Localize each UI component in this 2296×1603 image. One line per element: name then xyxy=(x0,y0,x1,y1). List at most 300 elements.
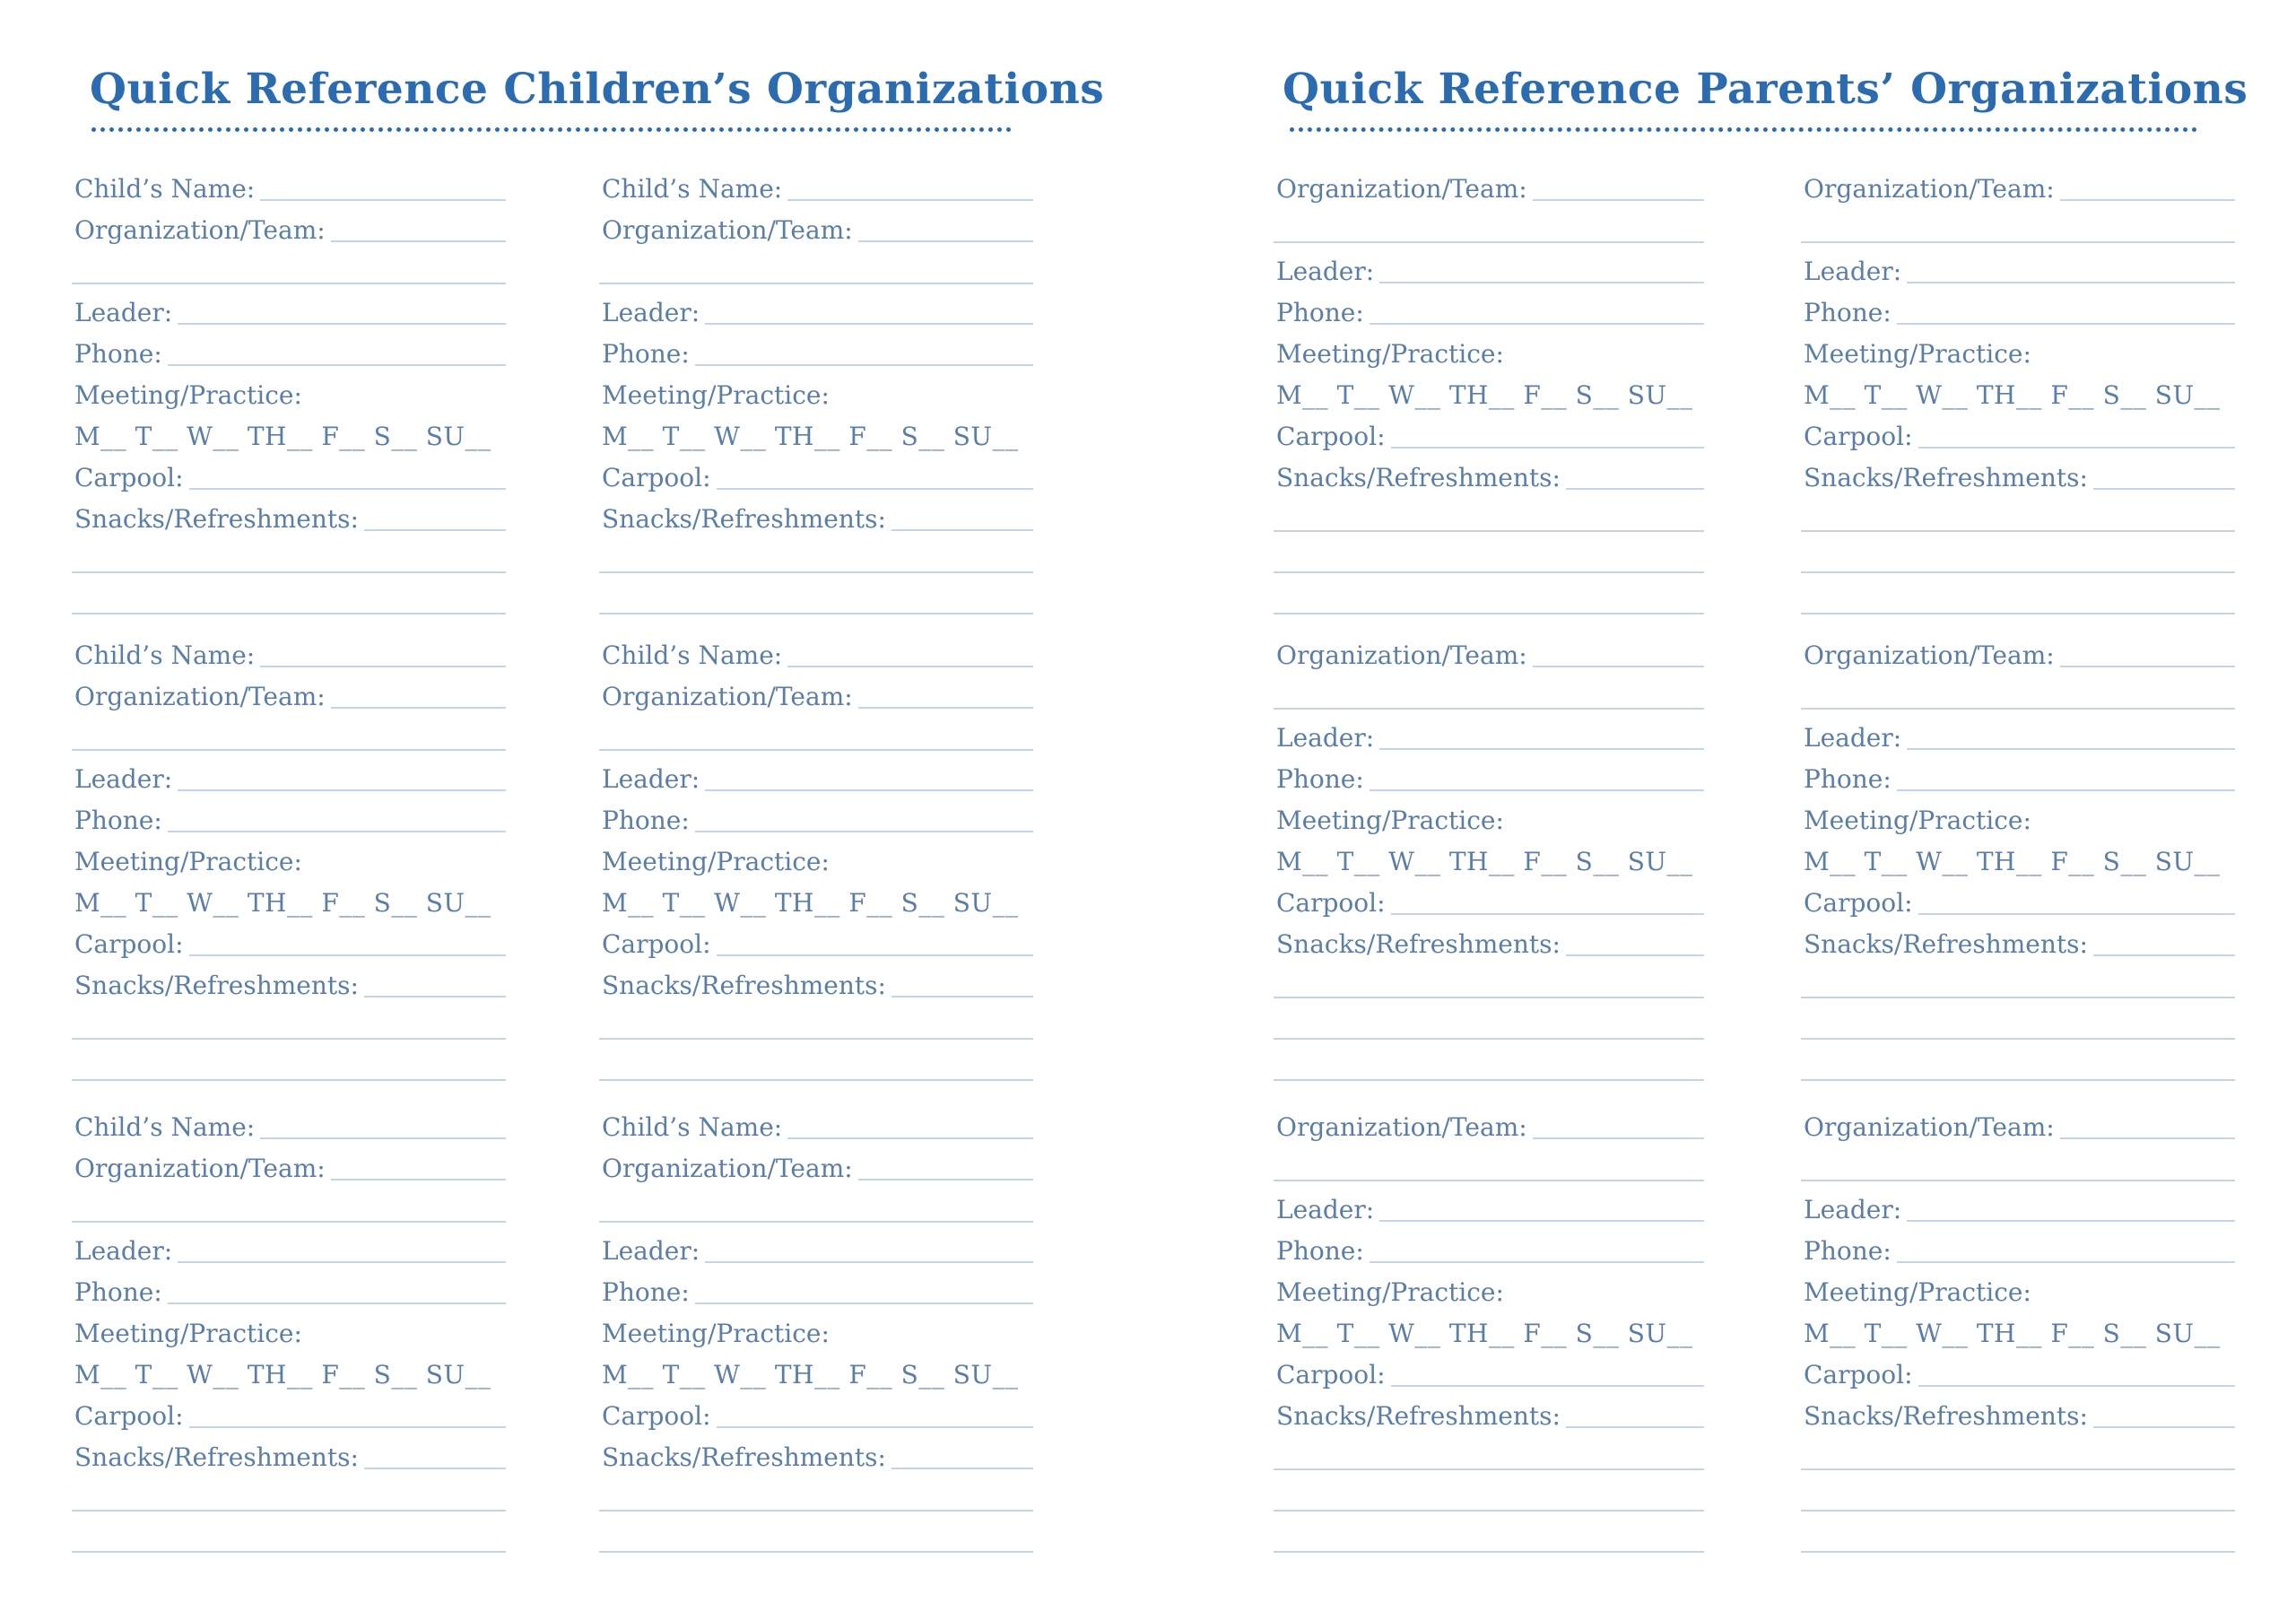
organization-team-label: Organization/Team: xyxy=(1276,1112,1527,1142)
snacks-refreshments-label: Snacks/Refreshments: xyxy=(602,971,886,1000)
childs-name-label: Child’s Name: xyxy=(602,174,783,204)
write-line[interactable] xyxy=(364,996,506,998)
write-line[interactable] xyxy=(891,1468,1033,1469)
write-line[interactable] xyxy=(1801,1468,2235,1470)
write-line[interactable] xyxy=(599,1038,1033,1040)
write-line[interactable] xyxy=(787,1137,1033,1139)
organization-team-field[interactable] xyxy=(599,208,1033,249)
write-line[interactable] xyxy=(1907,282,2235,283)
write-line[interactable] xyxy=(858,707,1033,709)
write-line[interactable] xyxy=(599,1221,1033,1223)
phone-field[interactable] xyxy=(72,1270,506,1311)
leader-label: Leader: xyxy=(1276,257,1375,286)
write-line[interactable] xyxy=(168,364,506,366)
write-line[interactable] xyxy=(72,613,506,614)
meeting-practice-heading xyxy=(72,840,506,881)
write-line[interactable] xyxy=(787,199,1033,201)
organization-team-field[interactable] xyxy=(1801,1105,2235,1146)
weekday-checklist[interactable] xyxy=(72,414,506,456)
leader-label: Leader: xyxy=(602,764,700,794)
write-line[interactable] xyxy=(1274,997,1704,998)
write-line[interactable] xyxy=(1566,488,1704,490)
blank-line[interactable] xyxy=(1801,1046,2235,1087)
write-line[interactable] xyxy=(599,1510,1033,1512)
write-line[interactable] xyxy=(1274,1038,1704,1040)
meeting-practice-heading xyxy=(599,840,1033,881)
weekday-labels: M__ T__ W__ TH__ F__ S__ SU__ xyxy=(1804,847,2221,876)
write-line[interactable] xyxy=(1907,748,2235,750)
write-line[interactable] xyxy=(364,529,506,531)
weekday-checklist[interactable] xyxy=(599,1353,1033,1394)
carpool-field[interactable] xyxy=(1801,1353,2235,1394)
write-line[interactable] xyxy=(1801,241,2235,243)
organization-team-field[interactable] xyxy=(72,675,506,716)
write-line[interactable] xyxy=(331,240,506,242)
write-line[interactable] xyxy=(2093,1426,2235,1428)
dotted-divider xyxy=(91,127,1012,132)
carpool-label: Carpool: xyxy=(1804,422,1913,451)
write-line[interactable] xyxy=(189,1426,506,1428)
blank-line[interactable] xyxy=(599,579,1033,621)
write-line[interactable] xyxy=(2093,488,2235,490)
write-line[interactable] xyxy=(178,1261,506,1263)
leader-label: Leader: xyxy=(602,1236,700,1266)
carpool-label: Carpool: xyxy=(1276,422,1386,451)
snacks-refreshments-label: Snacks/Refreshments: xyxy=(1804,1401,2088,1431)
phone-label: Phone: xyxy=(1276,1236,1364,1266)
leader-field[interactable] xyxy=(1801,249,2235,291)
write-line[interactable] xyxy=(705,789,1033,791)
phone-field[interactable] xyxy=(1274,1229,1704,1270)
write-line[interactable] xyxy=(1801,1510,2235,1512)
write-line[interactable] xyxy=(1370,789,1704,791)
leader-field[interactable] xyxy=(1274,1188,1704,1229)
childs-name-label: Child’s Name: xyxy=(74,174,256,204)
carpool-field[interactable] xyxy=(1274,414,1704,456)
leader-field[interactable] xyxy=(599,1229,1033,1270)
weekday-checklist[interactable] xyxy=(1274,840,1704,881)
write-line[interactable] xyxy=(1801,613,2235,614)
weekday-checklist[interactable] xyxy=(1801,1311,2235,1353)
write-line[interactable] xyxy=(717,1426,1033,1428)
childs-name-field[interactable] xyxy=(72,1105,506,1146)
page-title: Quick Reference Parents’ Organizations xyxy=(1283,65,2248,114)
snacks-refreshments-label: Snacks/Refreshments: xyxy=(602,504,886,534)
leader-label: Leader: xyxy=(1804,723,1902,753)
write-line[interactable] xyxy=(1391,447,1704,449)
carpool-label: Carpool: xyxy=(602,463,711,492)
child-card-4 xyxy=(599,633,1033,1087)
write-line[interactable] xyxy=(599,749,1033,751)
blank-line[interactable] xyxy=(599,1005,1033,1046)
leader-field[interactable] xyxy=(599,757,1033,798)
phone-field[interactable] xyxy=(1274,757,1704,798)
blank-line[interactable] xyxy=(1801,1477,2235,1518)
organization-team-label: Organization/Team: xyxy=(1804,640,2055,670)
leader-label: Leader: xyxy=(74,764,173,794)
snacks-refreshments-label: Snacks/Refreshments: xyxy=(1804,929,2088,959)
meeting-practice-label: Meeting/Practice: xyxy=(74,380,302,410)
parent-card-6 xyxy=(1801,1105,2235,1559)
organization-team-field[interactable] xyxy=(1274,167,1704,208)
leader-field[interactable] xyxy=(1274,716,1704,757)
organization-team-label: Organization/Team: xyxy=(1804,174,2055,204)
write-line[interactable] xyxy=(168,1302,506,1304)
blank-line[interactable] xyxy=(599,1046,1033,1087)
blank-line[interactable] xyxy=(1274,208,1704,249)
blank-line[interactable] xyxy=(1274,579,1704,621)
write-line[interactable] xyxy=(178,789,506,791)
blank-line[interactable] xyxy=(599,249,1033,291)
weekday-checklist[interactable] xyxy=(599,881,1033,922)
carpool-field[interactable] xyxy=(1274,1353,1704,1394)
write-line[interactable] xyxy=(1379,1220,1704,1222)
write-line[interactable] xyxy=(260,199,506,201)
carpool-label: Carpool: xyxy=(602,1401,711,1431)
write-line[interactable] xyxy=(705,1261,1033,1263)
snacks-refreshments-field[interactable] xyxy=(599,963,1033,1005)
childs-name-label: Child’s Name: xyxy=(74,640,256,670)
snacks-refreshments-field[interactable] xyxy=(1274,456,1704,497)
write-line[interactable] xyxy=(331,1179,506,1180)
leader-field[interactable] xyxy=(1801,1188,2235,1229)
blank-line[interactable] xyxy=(1274,963,1704,1005)
weekday-checklist[interactable] xyxy=(1801,373,2235,414)
meeting-practice-label: Meeting/Practice: xyxy=(602,1319,830,1348)
write-line[interactable] xyxy=(2093,954,2235,956)
phone-field[interactable] xyxy=(1801,757,2235,798)
leader-field[interactable] xyxy=(72,757,506,798)
weekday-labels: M__ T__ W__ TH__ F__ S__ SU__ xyxy=(602,888,1019,918)
write-line[interactable] xyxy=(1801,1079,2235,1081)
write-line[interactable] xyxy=(72,1510,506,1512)
meeting-practice-label: Meeting/Practice: xyxy=(74,1319,302,1348)
meeting-practice-heading xyxy=(1274,1270,1704,1311)
childs-name-label: Child’s Name: xyxy=(602,640,783,670)
weekday-checklist[interactable] xyxy=(1274,373,1704,414)
blank-line[interactable] xyxy=(1274,1477,1704,1518)
write-line[interactable] xyxy=(72,749,506,751)
write-line[interactable] xyxy=(1801,1038,2235,1040)
childs-name-label: Child’s Name: xyxy=(74,1112,256,1142)
carpool-field[interactable] xyxy=(1801,414,2235,456)
write-line[interactable] xyxy=(891,529,1033,531)
write-line[interactable] xyxy=(705,323,1033,325)
carpool-field[interactable] xyxy=(72,1394,506,1435)
write-line[interactable] xyxy=(1370,323,1704,325)
blank-line[interactable] xyxy=(72,1477,506,1518)
write-line[interactable] xyxy=(260,666,506,667)
carpool-label: Carpool: xyxy=(602,929,711,959)
blank-line[interactable] xyxy=(1801,208,2235,249)
organization-team-label: Organization/Team: xyxy=(602,682,853,711)
meeting-practice-label: Meeting/Practice: xyxy=(74,847,302,876)
write-line[interactable] xyxy=(2060,199,2235,201)
leader-label: Leader: xyxy=(602,298,700,327)
snacks-refreshments-field[interactable] xyxy=(72,497,506,538)
meeting-practice-label: Meeting/Practice: xyxy=(1804,339,2031,369)
leader-field[interactable] xyxy=(1801,716,2235,757)
write-line[interactable] xyxy=(364,1468,506,1469)
childs-name-field[interactable] xyxy=(72,167,506,208)
write-line[interactable] xyxy=(858,240,1033,242)
snacks-refreshments-label: Snacks/Refreshments: xyxy=(74,504,359,534)
write-line[interactable] xyxy=(72,1221,506,1223)
write-line[interactable] xyxy=(1918,913,2235,915)
blank-line[interactable] xyxy=(72,538,506,579)
blank-line[interactable] xyxy=(72,249,506,291)
blank-line[interactable] xyxy=(599,1477,1033,1518)
blank-line[interactable] xyxy=(1274,675,1704,716)
snacks-refreshments-field[interactable] xyxy=(1274,922,1704,963)
write-line[interactable] xyxy=(717,954,1033,956)
leader-label: Leader: xyxy=(1276,1195,1375,1224)
write-line[interactable] xyxy=(1801,1551,2235,1553)
weekday-checklist[interactable] xyxy=(1801,840,2235,881)
write-line[interactable] xyxy=(599,1551,1033,1553)
phone-field[interactable] xyxy=(72,332,506,373)
leader-label: Leader: xyxy=(1804,257,1902,286)
organization-team-label: Organization/Team: xyxy=(74,215,326,245)
write-line[interactable] xyxy=(1801,997,2235,998)
leader-label: Leader: xyxy=(74,1236,173,1266)
write-line[interactable] xyxy=(695,1302,1033,1304)
weekday-checklist[interactable] xyxy=(72,881,506,922)
organization-team-field[interactable] xyxy=(72,208,506,249)
write-line[interactable] xyxy=(1274,1180,1704,1181)
organization-team-field[interactable] xyxy=(1274,1105,1704,1146)
write-line[interactable] xyxy=(72,1551,506,1553)
weekday-labels: M__ T__ W__ TH__ F__ S__ SU__ xyxy=(602,422,1019,451)
write-line[interactable] xyxy=(260,1137,506,1139)
write-line[interactable] xyxy=(1370,1261,1704,1263)
write-line[interactable] xyxy=(72,1038,506,1040)
write-line[interactable] xyxy=(1391,913,1704,915)
blank-line[interactable] xyxy=(72,1518,506,1559)
carpool-field[interactable] xyxy=(599,1394,1033,1435)
write-line[interactable] xyxy=(72,283,506,284)
snacks-refreshments-field[interactable] xyxy=(72,1435,506,1477)
blank-line[interactable] xyxy=(1801,963,2235,1005)
meeting-practice-heading xyxy=(1801,798,2235,840)
blank-line[interactable] xyxy=(1801,1518,2235,1559)
write-line[interactable] xyxy=(1274,1468,1704,1470)
blank-line[interactable] xyxy=(72,1046,506,1087)
weekday-checklist[interactable] xyxy=(72,1353,506,1394)
phone-field[interactable] xyxy=(72,798,506,840)
write-line[interactable] xyxy=(1274,613,1704,614)
write-line[interactable] xyxy=(168,831,506,832)
organization-team-label: Organization/Team: xyxy=(74,682,326,711)
blank-line[interactable] xyxy=(1801,1435,2235,1477)
write-line[interactable] xyxy=(1897,789,2235,791)
write-line[interactable] xyxy=(1918,1385,2235,1387)
blank-line[interactable] xyxy=(72,1005,506,1046)
leader-field[interactable] xyxy=(72,1229,506,1270)
childs-name-field[interactable] xyxy=(599,1105,1033,1146)
childs-name-field[interactable] xyxy=(599,633,1033,675)
parent-card-1 xyxy=(1274,167,1704,621)
childs-name-field[interactable] xyxy=(599,167,1033,208)
write-line[interactable] xyxy=(2060,1137,2235,1139)
write-line[interactable] xyxy=(1391,1385,1704,1387)
write-line[interactable] xyxy=(1533,666,1704,667)
write-line[interactable] xyxy=(72,1079,506,1081)
organization-team-field[interactable] xyxy=(1274,633,1704,675)
blank-line[interactable] xyxy=(1801,1005,2235,1046)
organization-team-field[interactable] xyxy=(1801,633,2235,675)
write-line[interactable] xyxy=(178,323,506,325)
organization-team-field[interactable] xyxy=(599,1146,1033,1188)
blank-line[interactable] xyxy=(1801,579,2235,621)
carpool-field[interactable] xyxy=(599,456,1033,497)
carpool-field[interactable] xyxy=(1274,881,1704,922)
child-card-1 xyxy=(72,167,506,621)
meeting-practice-label: Meeting/Practice: xyxy=(1276,339,1504,369)
write-line[interactable] xyxy=(599,571,1033,573)
phone-field[interactable] xyxy=(599,798,1033,840)
weekday-labels: M__ T__ W__ TH__ F__ S__ SU__ xyxy=(1804,380,2221,410)
write-line[interactable] xyxy=(1533,199,1704,201)
weekday-checklist[interactable] xyxy=(599,414,1033,456)
leader-label: Leader: xyxy=(74,298,173,327)
write-line[interactable] xyxy=(189,954,506,956)
write-line[interactable] xyxy=(1566,1426,1704,1428)
write-line[interactable] xyxy=(1801,708,2235,710)
child-card-3 xyxy=(72,633,506,1087)
carpool-label: Carpool: xyxy=(1804,888,1913,918)
write-line[interactable] xyxy=(891,996,1033,998)
childs-name-field[interactable] xyxy=(72,633,506,675)
blank-line[interactable] xyxy=(72,579,506,621)
write-line[interactable] xyxy=(1379,748,1704,750)
phone-field[interactable] xyxy=(1801,1229,2235,1270)
snacks-refreshments-label: Snacks/Refreshments: xyxy=(1276,463,1561,492)
leader-field[interactable] xyxy=(1274,249,1704,291)
blank-line[interactable] xyxy=(1801,538,2235,579)
meeting-practice-heading xyxy=(1801,332,2235,373)
write-line[interactable] xyxy=(1801,571,2235,573)
write-line[interactable] xyxy=(1801,1180,2235,1181)
snacks-refreshments-label: Snacks/Refreshments: xyxy=(1276,929,1561,959)
blank-line[interactable] xyxy=(599,1518,1033,1559)
phone-field[interactable] xyxy=(599,1270,1033,1311)
write-line[interactable] xyxy=(1566,954,1704,956)
organization-team-label: Organization/Team: xyxy=(602,215,853,245)
weekday-labels: M__ T__ W__ TH__ F__ S__ SU__ xyxy=(1276,1319,1693,1348)
write-line[interactable] xyxy=(1274,1551,1704,1553)
organization-team-field[interactable] xyxy=(72,1146,506,1188)
snacks-refreshments-field[interactable] xyxy=(1801,456,2235,497)
blank-line[interactable] xyxy=(1801,675,2235,716)
phone-field[interactable] xyxy=(599,332,1033,373)
write-line[interactable] xyxy=(1907,1220,2235,1222)
write-line[interactable] xyxy=(1274,1079,1704,1081)
blank-line[interactable] xyxy=(1801,497,2235,538)
write-line[interactable] xyxy=(858,1179,1033,1180)
snacks-refreshments-field[interactable] xyxy=(1801,1394,2235,1435)
carpool-field[interactable] xyxy=(599,922,1033,963)
phone-label: Phone: xyxy=(1276,764,1364,794)
write-line[interactable] xyxy=(1533,1137,1704,1139)
weekday-checklist[interactable] xyxy=(1274,1311,1704,1353)
write-line[interactable] xyxy=(1897,323,2235,325)
snacks-refreshments-field[interactable] xyxy=(1801,922,2235,963)
write-line[interactable] xyxy=(695,364,1033,366)
write-line[interactable] xyxy=(1897,1261,2235,1263)
blank-line[interactable] xyxy=(599,1188,1033,1229)
snacks-refreshments-label: Snacks/Refreshments: xyxy=(602,1442,886,1472)
write-line[interactable] xyxy=(189,488,506,490)
meeting-practice-heading xyxy=(599,373,1033,414)
blank-line[interactable] xyxy=(1274,1146,1704,1188)
snacks-refreshments-field[interactable] xyxy=(1274,1394,1704,1435)
write-line[interactable] xyxy=(1274,530,1704,532)
write-line[interactable] xyxy=(599,613,1033,614)
write-line[interactable] xyxy=(1801,530,2235,532)
write-line[interactable] xyxy=(1274,571,1704,573)
blank-line[interactable] xyxy=(1801,1146,2235,1188)
organization-team-label: Organization/Team: xyxy=(1276,640,1527,670)
blank-line[interactable] xyxy=(72,1188,506,1229)
write-line[interactable] xyxy=(1379,282,1704,283)
blank-line[interactable] xyxy=(1274,1518,1704,1559)
parent-card-3 xyxy=(1274,633,1704,1087)
parent-card-2 xyxy=(1801,167,2235,621)
organization-team-field[interactable] xyxy=(1801,167,2235,208)
write-line[interactable] xyxy=(1274,241,1704,243)
organization-team-label: Organization/Team: xyxy=(74,1154,326,1183)
snacks-refreshments-field[interactable] xyxy=(72,963,506,1005)
parents-organizations-page xyxy=(1148,0,2296,1603)
snacks-refreshments-field[interactable] xyxy=(599,1435,1033,1477)
child-card-6 xyxy=(599,1105,1033,1559)
write-line[interactable] xyxy=(599,1079,1033,1081)
phone-label: Phone: xyxy=(1804,764,1892,794)
write-line[interactable] xyxy=(331,707,506,709)
carpool-field[interactable] xyxy=(72,922,506,963)
blank-line[interactable] xyxy=(599,716,1033,757)
blank-line[interactable] xyxy=(1274,497,1704,538)
leader-field[interactable] xyxy=(72,291,506,332)
blank-line[interactable] xyxy=(72,716,506,757)
blank-line[interactable] xyxy=(1274,538,1704,579)
write-line[interactable] xyxy=(1918,447,2235,449)
write-line[interactable] xyxy=(717,488,1033,490)
organization-team-field[interactable] xyxy=(599,675,1033,716)
child-card-5 xyxy=(72,1105,506,1559)
carpool-field[interactable] xyxy=(72,456,506,497)
snacks-refreshments-field[interactable] xyxy=(599,497,1033,538)
write-line[interactable] xyxy=(2060,666,2235,667)
leader-field[interactable] xyxy=(599,291,1033,332)
write-line[interactable] xyxy=(72,571,506,573)
phone-field[interactable] xyxy=(1801,291,2235,332)
blank-line[interactable] xyxy=(1274,1005,1704,1046)
snacks-refreshments-label: Snacks/Refreshments: xyxy=(1804,463,2088,492)
weekday-labels: M__ T__ W__ TH__ F__ S__ SU__ xyxy=(1276,847,1693,876)
write-line[interactable] xyxy=(599,283,1033,284)
phone-field[interactable] xyxy=(1274,291,1704,332)
write-line[interactable] xyxy=(1274,708,1704,710)
blank-line[interactable] xyxy=(1274,1046,1704,1087)
blank-line[interactable] xyxy=(1274,1435,1704,1477)
write-line[interactable] xyxy=(787,666,1033,667)
blank-line[interactable] xyxy=(599,538,1033,579)
write-line[interactable] xyxy=(695,831,1033,832)
carpool-field[interactable] xyxy=(1801,881,2235,922)
write-line[interactable] xyxy=(1274,1510,1704,1512)
